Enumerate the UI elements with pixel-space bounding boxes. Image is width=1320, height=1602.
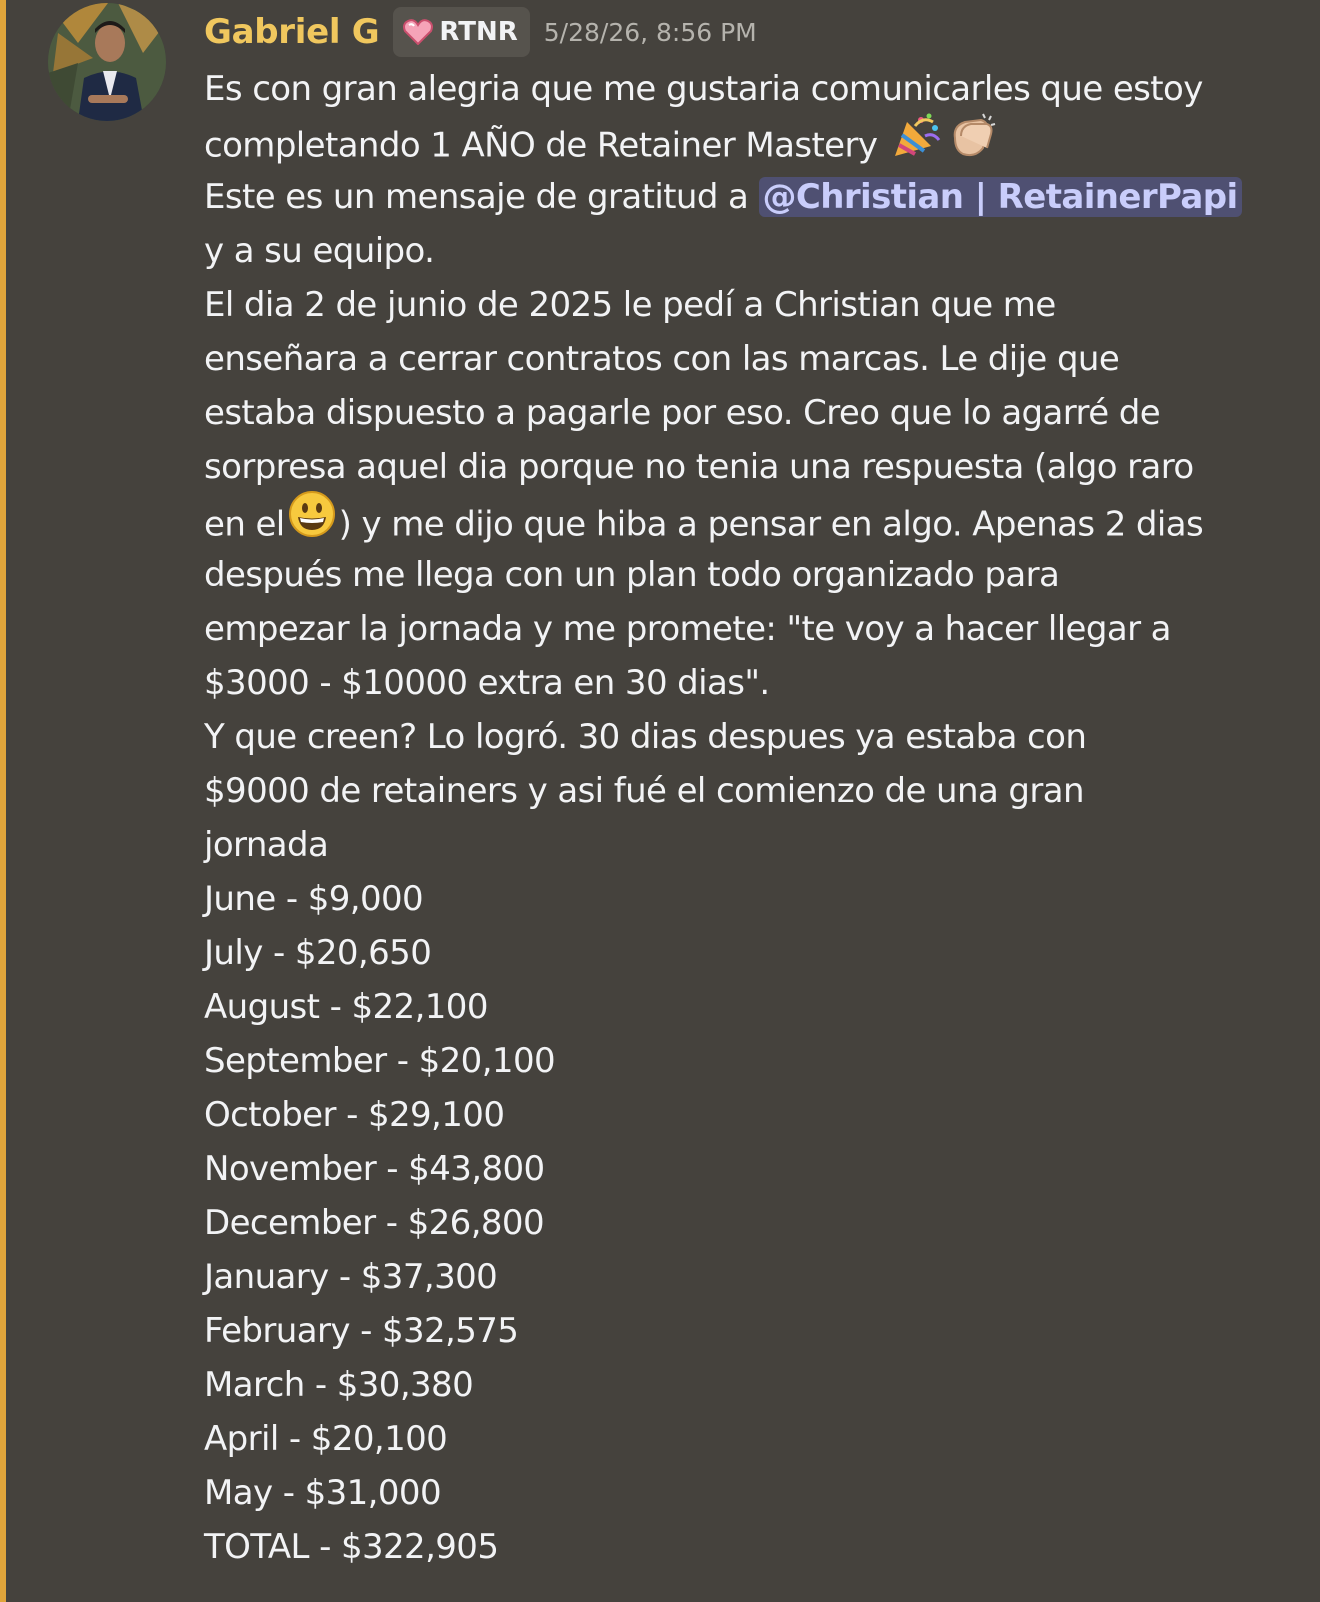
grinning-face-icon (288, 490, 336, 554)
message-line: $3000 - $10000 extra en 30 dias". (204, 663, 770, 703)
author-name[interactable]: Gabriel G (204, 12, 380, 52)
message-line: empezar la jornada y me promete: "te voy a hacer llegar a (204, 609, 1171, 649)
month-earnings-july: July - $20,650 (204, 933, 432, 973)
highlight-accent-bar (0, 0, 6, 1602)
message-line: estaba dispuesto a pagarle por eso. Creo que lo agarré de (204, 393, 1161, 433)
message-line: Es con gran alegria que me gustaria comunicarles que estoy (204, 69, 1203, 109)
message-line: completando 1 AÑO de Retainer Mastery (204, 116, 1274, 170)
message-body (204, 62, 1274, 1574)
message-line: sorpresa aquel dia porque no tenia una respuesta (algo raro (204, 447, 1194, 487)
message-header (204, 6, 757, 58)
month-earnings-june: June - $9,000 (204, 879, 424, 919)
avatar[interactable] (48, 3, 166, 121)
message-line: El dia 2 de junio de 2025 le pedí a Christian que me (204, 285, 1056, 325)
message-line: en el ) y me dijo que hiba a pensar en algo. Apenas 2 dias (204, 494, 1274, 548)
message-line: enseñara a cerrar contratos con las marcas. Le dije que (204, 339, 1120, 379)
month-earnings-september: September - $20,100 (204, 1041, 556, 1081)
message-line: después me llega con un plan todo organizado para (204, 555, 1060, 595)
month-earnings-february: February - $32,575 (204, 1311, 519, 1351)
role-tag[interactable] (393, 7, 529, 57)
message-timestamp[interactable]: 5/28/26, 8:56 PM (543, 17, 757, 47)
month-earnings-april: April - $20,100 (204, 1419, 448, 1459)
message-line: jornada (204, 825, 329, 865)
role-tag-label: RTNR (439, 17, 518, 47)
month-earnings-november: November - $43,800 (204, 1149, 545, 1189)
message-line: Este es un mensaje de gratitud a @Christian | RetainerPapi (204, 170, 1274, 224)
month-earnings-march: March - $30,380 (204, 1365, 474, 1405)
month-earnings-october: October - $29,100 (204, 1095, 505, 1135)
user-mention[interactable]: @Christian | RetainerPapi (759, 177, 1242, 217)
message-line: $9000 de retainers y asi fué el comienzo de una gran (204, 771, 1084, 811)
pink-heart-icon (403, 19, 433, 45)
clapping-hands-icon (947, 112, 999, 174)
message-line: Y que creen? Lo logró. 30 dias despues ya estaba con (204, 717, 1087, 757)
month-earnings-may: May - $31,000 (204, 1473, 441, 1513)
month-earnings-august: August - $22,100 (204, 987, 488, 1027)
month-earnings-january: January - $37,300 (204, 1257, 498, 1297)
earnings-total: TOTAL - $322,905 (204, 1527, 499, 1567)
party-popper-icon (891, 112, 941, 174)
message-line: y a su equipo. (204, 231, 435, 271)
month-earnings-december: December - $26,800 (204, 1203, 544, 1243)
